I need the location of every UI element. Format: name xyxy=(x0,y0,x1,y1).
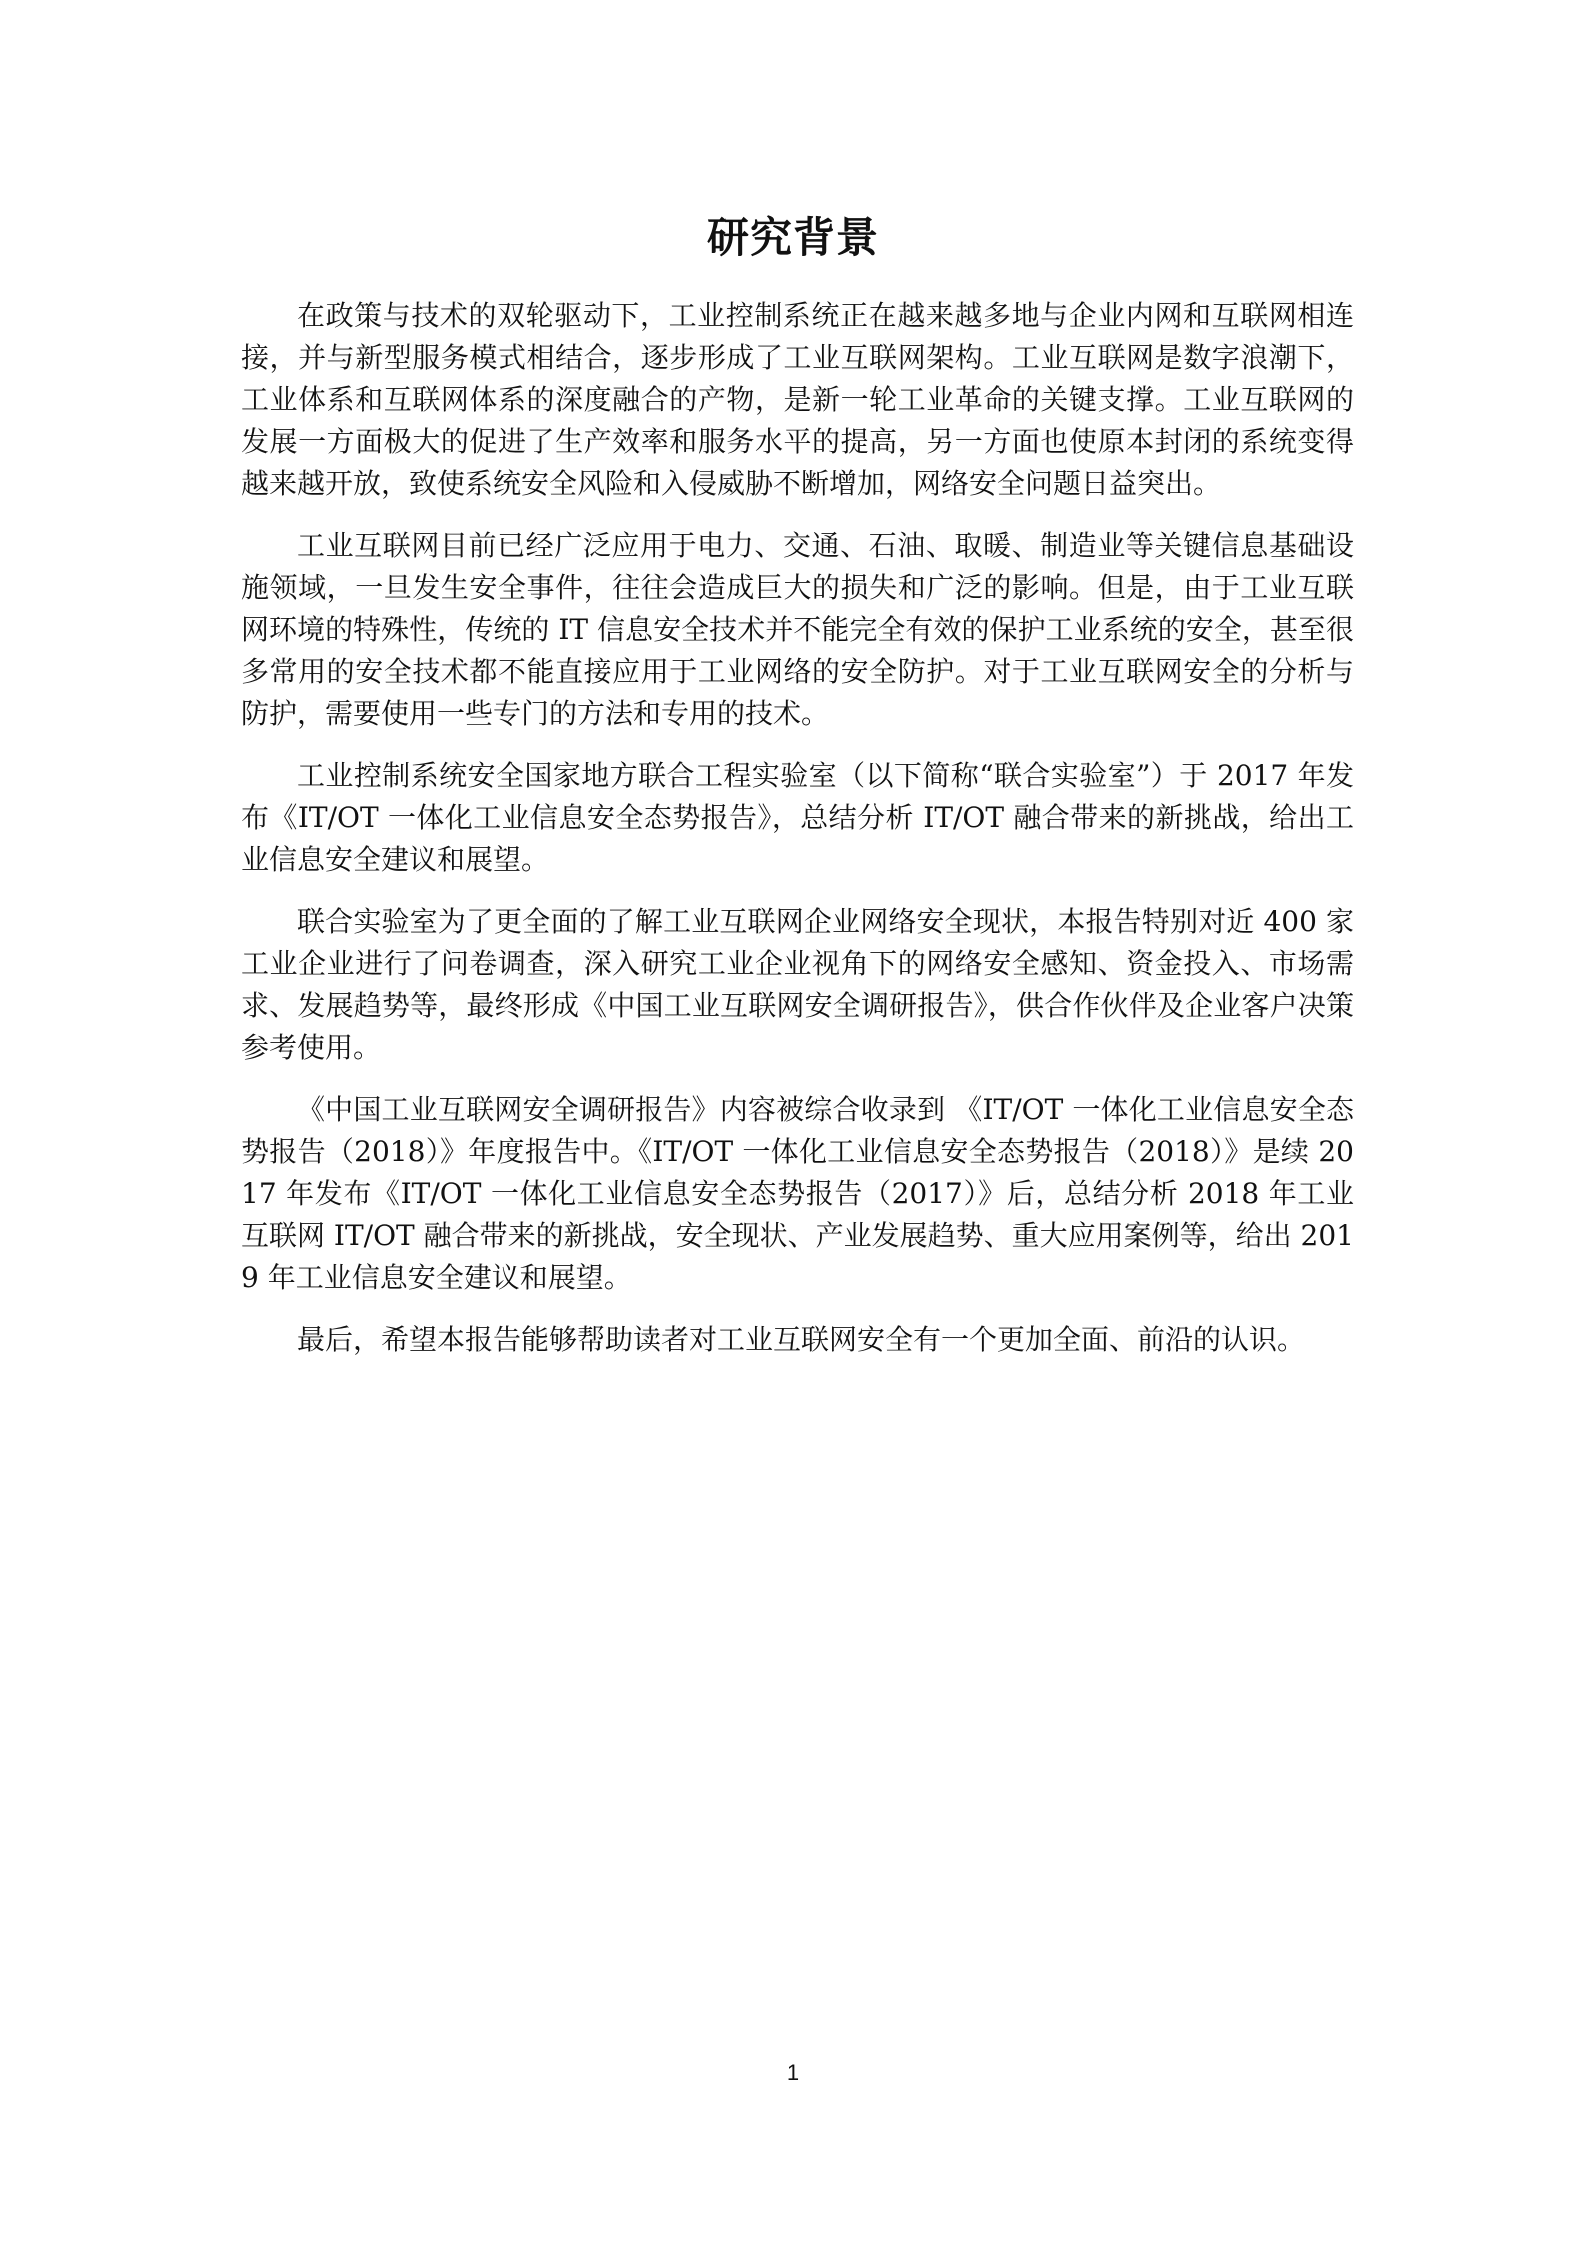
page-number: 1 xyxy=(786,2060,800,2085)
paragraph-5: 《中国工业互联网安全调研报告》内容被综合收录到 《IT/OT 一体化工业信息安全态势报告（2018）》年度报告中。《IT/OT 一体化工业信息安全态势报告（2018）》是续 2017 年发布《IT/OT 一体化工业信息安全态势报告（2017）》后，总结分析 2018 年工业互联网 IT/OT 融合带来的新挑战，安全现状、产业发展趋势、重大应用案例等，给出 2019 年工业信息安全建议和展望。 xyxy=(241,1093,1354,1294)
paragraph-4: 联合实验室为了更全面的了解工业互联网企业网络安全现状，本报告特别对近 400 家工业企业进行了问卷调查，深入研究工业企业视角下的网络安全感知、资金投入、市场需求、发展趋势等，最终形成《中国工业互联网安全调研报告》，供合作伙伴及企业客户决策参考使用。 xyxy=(241,905,1354,1064)
document-body xyxy=(241,295,1354,1381)
paragraph-2: 工业互联网目前已经广泛应用于电力、交通、石油、取暖、制造业等关键信息基础设施领域，一旦发生安全事件，往往会造成巨大的损失和广泛的影响。但是，由于工业互联网环境的特殊性，传统的 IT 信息安全技术并不能完全有效的保护工业系统的安全，甚至很多常用的安全技术都不能直接应用于工业网络的安全防护。对于工业互联网安全的分析与防护，需要使用一些专门的方法和专用的技术。 xyxy=(241,529,1354,730)
page-title: 研究背景 xyxy=(706,213,879,262)
paragraph-6: 最后，希望本报告能够帮助读者对工业互联网安全有一个更加全面、前沿的认识。 xyxy=(297,1323,1306,1356)
paragraph-3: 工业控制系统安全国家地方联合工程实验室（以下简称“联合实验室”）于 2017 年发布《IT/OT 一体化工业信息安全态势报告》，总结分析 IT/OT 融合带来的新挑战，给出工业信息安全建议和展望。 xyxy=(241,759,1354,876)
paragraph-1: 在政策与技术的双轮驱动下，工业控制系统正在越来越多地与企业内网和互联网相连接，并与新型服务模式相结合，逐步形成了工业互联网架构。工业互联网是数字浪潮下，工业体系和互联网体系的深度融合的产物，是新一轮工业革命的关键支撑。工业互联网的发展一方面极大的促进了生产效率和服务水平的提高，另一方面也使原本封闭的系统变得越来越开放，致使系统安全风险和入侵威胁不断增加，网络安全问题日益突出。 xyxy=(241,299,1354,500)
